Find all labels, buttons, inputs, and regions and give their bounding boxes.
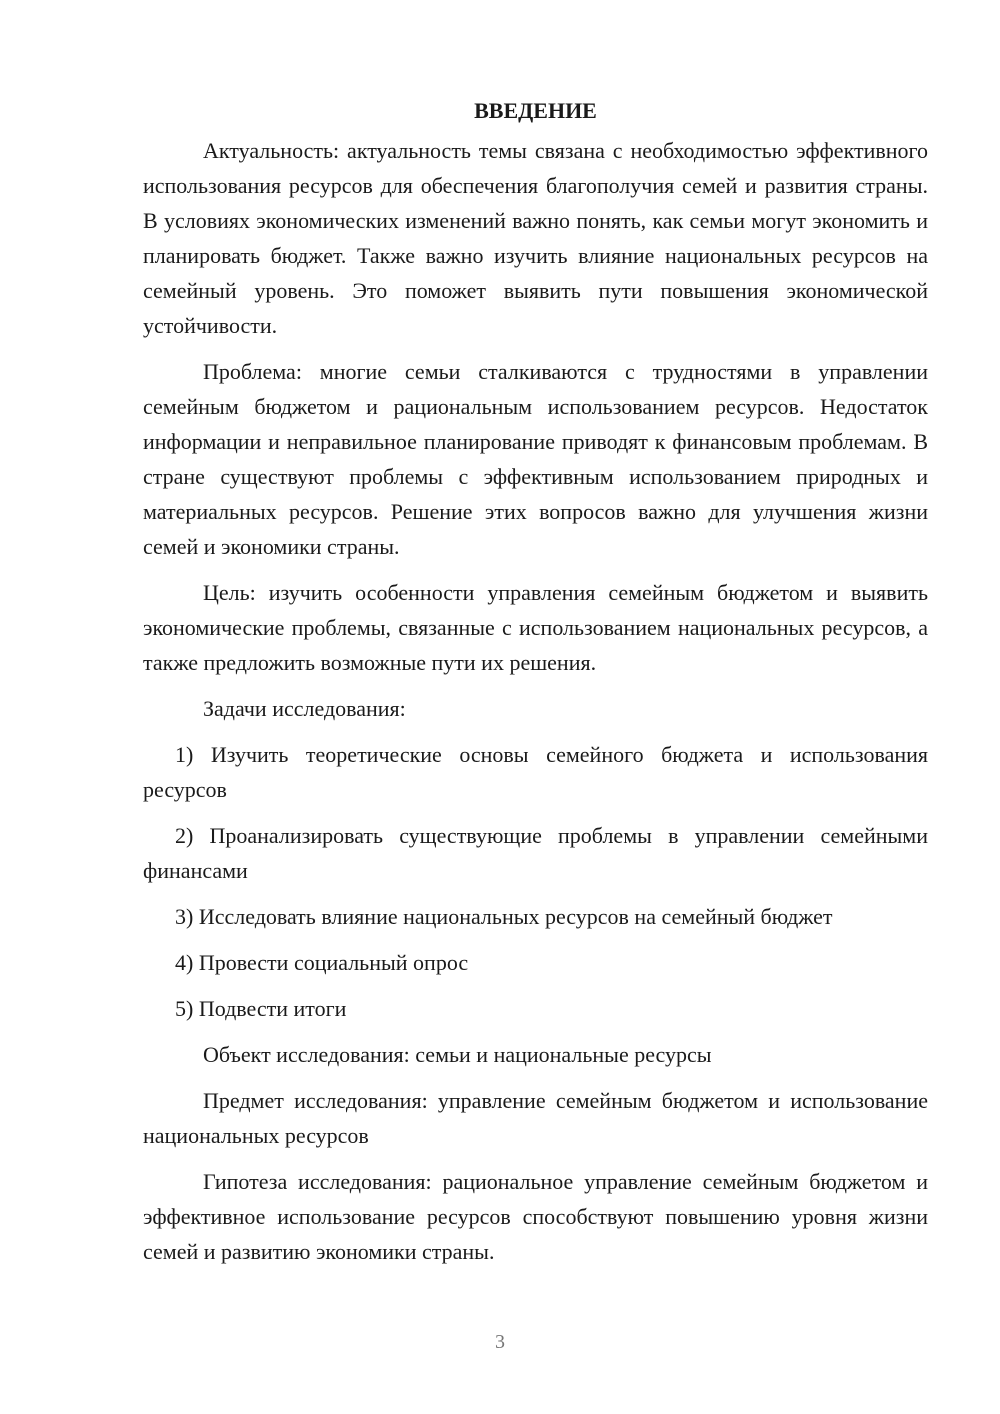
task-item: 3) Исследовать влияние национальных ресурсов на семейный бюджет bbox=[175, 904, 833, 929]
task-item: 2) Проанализировать существующие проблемы в управлении семейными финансами bbox=[143, 823, 928, 883]
document-page bbox=[143, 93, 928, 1280]
task-item: 1) Изучить теоретические основы семейного бюджета и использования ресурсов bbox=[143, 742, 928, 802]
task-item: 5) Подвести итоги bbox=[175, 996, 347, 1021]
paragraph-relevance: Актуальность: актуальность темы связана с необходимостью эффективного использования ресурсов для обеспечения благополучия семей и развития страны. В условиях экономических изменений важно понять, как семьи могут экономить и планировать бюджет. Также важно изучить влияние национальных ресурсов на семейный уровень. Это поможет выявить пути повышения экономической устойчивости. bbox=[143, 138, 928, 338]
paragraph-goal: Цель: изучить особенности управления семейным бюджетом и выявить экономические проблемы, связанные с использованием национальных ресурсов, а также предложить возможные пути их решения. bbox=[143, 580, 928, 675]
paragraph-problem: Проблема: многие семьи сталкиваются с трудностями в управлении семейным бюджетом и рациональным использованием ресурсов. Недостаток информации и неправильное планирование приводят к финансовым проблемам. В стране существуют проблемы с эффективным использованием природных и материальных ресурсов. Решение этих вопросов важно для улучшения жизни семей и экономики страны. bbox=[143, 359, 928, 559]
paragraph-object: Объект исследования: семьи и национальные ресурсы bbox=[203, 1042, 712, 1067]
task-item: 4) Провести социальный опрос bbox=[175, 950, 469, 975]
paragraph-subject: Предмет исследования: управление семейным бюджетом и использование национальных ресурсов bbox=[143, 1088, 928, 1148]
page-number: 3 bbox=[495, 1331, 505, 1353]
tasks-heading: Задачи исследования: bbox=[203, 696, 406, 721]
section-title: ВВЕДЕНИЕ bbox=[474, 98, 597, 123]
paragraph-hypothesis: Гипотеза исследования: рациональное управление семейным бюджетом и эффективное использование ресурсов способствуют повышению уровня жизни семей и развитию экономики страны. bbox=[143, 1169, 928, 1264]
